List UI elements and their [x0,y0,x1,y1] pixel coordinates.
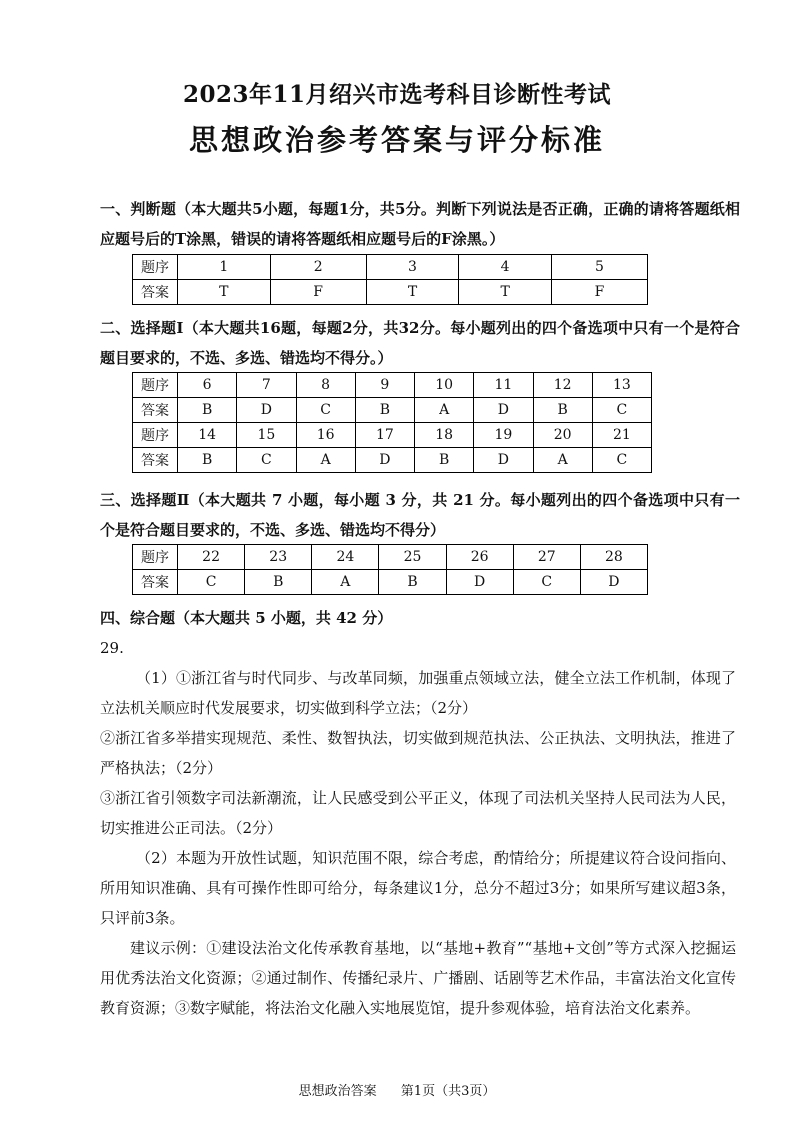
footer-subject: 思想政治答案 [298,1084,377,1099]
table-cell: D [446,570,513,595]
table-cell: D [474,398,533,423]
row-label: 答案 [133,398,178,423]
table-cell: 11 [474,373,533,398]
table-cell: B [415,448,474,473]
table-cell: 4 [459,255,552,280]
row-label: 答案 [133,448,178,473]
section2-heading: 二、选择题Ⅰ（本大题共16题，每题2分，共32分。每小题列出的四个备选项中只有一个是符合题目要求的，不选、多选、错选均不得分。） [100,319,740,367]
table-cell: 18 [415,423,474,448]
answer-row [133,570,648,595]
table-cell: A [533,448,592,473]
question-number: 29. [100,639,124,657]
table-cell: B [379,570,446,595]
table-cell: T [459,280,552,305]
answer-row [133,398,652,423]
table-cell: A [415,398,474,423]
answer-paragraph-3: ③浙江省引领数字司法新潮流，让人民感受到公平正义，体现了司法机关坚持人民司法为人民，切实推进公正司法。（2分） [100,789,736,837]
table-cell: D [237,398,296,423]
table-cell: B [178,448,237,473]
table-cell: 26 [446,545,513,570]
table-cell: F [270,280,366,305]
section3-answer-table [132,544,648,595]
exam-title: 2023年11月绍兴市选考科目诊断性考试 [182,81,612,108]
table-cell: 25 [379,545,446,570]
table-cell: C [592,448,651,473]
table-cell: 16 [296,423,355,448]
row-label: 题序 [133,423,178,448]
table-cell: T [178,280,271,305]
section3-heading: 三、选择题Ⅱ（本大题共 7 小题，每小题 3 分，共 21 分。每小题列出的四个备选项中只有一个是符合题目要求的，不选、多选、错选均不得分） [100,491,740,539]
table-cell: 22 [178,545,245,570]
table-cell: 3 [366,255,459,280]
row-label: 答案 [133,280,178,305]
table-cell: 9 [355,373,414,398]
table-cell: 5 [551,255,647,280]
question-row [133,545,648,570]
table-cell: 21 [592,423,651,448]
section2-answer-table [132,372,652,473]
table-cell: 14 [178,423,237,448]
table-cell: 23 [245,545,312,570]
table-cell: A [296,448,355,473]
answer-paragraph-5: 建议示例：①建设法治文化传承教育基地，以“基地+教育”“基地+文创”等方式深入挖掘运用优秀法治文化资源；②通过制作、传播纪录片、广播剧、话剧等艺术作品，丰富法治文化宣传教育资源；③数字赋能，将法治文化融入实地展览馆，提升参观体验，培育法治文化素养。 [100,939,736,1017]
answer-row [133,448,652,473]
section1-answer-table [132,254,648,305]
table-cell: D [580,570,647,595]
answer-paragraph-2: ②浙江省多举措实现规范、柔性、数智执法，切实做到规范执法、公正执法、文明执法，推进了严格执法；（2分） [100,729,736,777]
page-footer [0,1080,794,1099]
row-label: 题序 [133,255,178,280]
table-cell: 28 [580,545,647,570]
table-cell: 1 [178,255,271,280]
table-cell: F [551,280,647,305]
table-cell: 2 [270,255,366,280]
table-cell: D [355,448,414,473]
table-cell: B [355,398,414,423]
table-cell: D [474,448,533,473]
answer-row [133,280,648,305]
table-cell: A [312,570,379,595]
table-cell: 12 [533,373,592,398]
question-row [133,373,652,398]
table-cell: C [237,448,296,473]
table-cell: C [592,398,651,423]
table-cell: 17 [355,423,414,448]
exam-subtitle: 思想政治参考答案与评分标准 [188,123,605,157]
row-label: 题序 [133,545,178,570]
table-cell: C [178,570,245,595]
table-cell: T [366,280,459,305]
question-row [133,423,652,448]
table-cell: C [513,570,580,595]
table-cell: C [296,398,355,423]
table-cell: 13 [592,373,651,398]
table-cell: 27 [513,545,580,570]
question-row [133,255,648,280]
table-cell: B [178,398,237,423]
table-cell: 6 [178,373,237,398]
table-cell: B [533,398,592,423]
section4-heading: 四、综合题（本大题共 5 小题，共 42 分） [100,609,393,627]
answer-paragraph-4: （2）本题为开放性试题，知识范围不限，综合考虑，酌情给分；所提建议符合设问指向、所用知识准确、具有可操作性即可给分，每条建议1分，总分不超过3分；如果所写建议超3条，只评前3条。 [100,849,736,927]
answer-paragraph-1: （1）①浙江省与时代同步、与改革同频，加强重点领域立法，健全立法工作机制，体现了立法机关顺应时代发展要求，切实做到科学立法；（2分） [100,669,736,717]
table-cell: 24 [312,545,379,570]
table-cell: 8 [296,373,355,398]
table-cell: 7 [237,373,296,398]
table-cell: 20 [533,423,592,448]
table-cell: 15 [237,423,296,448]
footer-page-number: 第1页（共3页） [400,1084,496,1099]
table-cell: 10 [415,373,474,398]
row-label: 答案 [133,570,178,595]
table-cell: 19 [474,423,533,448]
section1-heading: 一、判断题（本大题共5小题，每题1分，共5分。判断下列说法是否正确，正确的请将答题纸相应题号后的T涂黑，错误的请将答题纸相应题号后的F涂黑。） [100,200,740,248]
table-cell: B [245,570,312,595]
row-label: 题序 [133,373,178,398]
